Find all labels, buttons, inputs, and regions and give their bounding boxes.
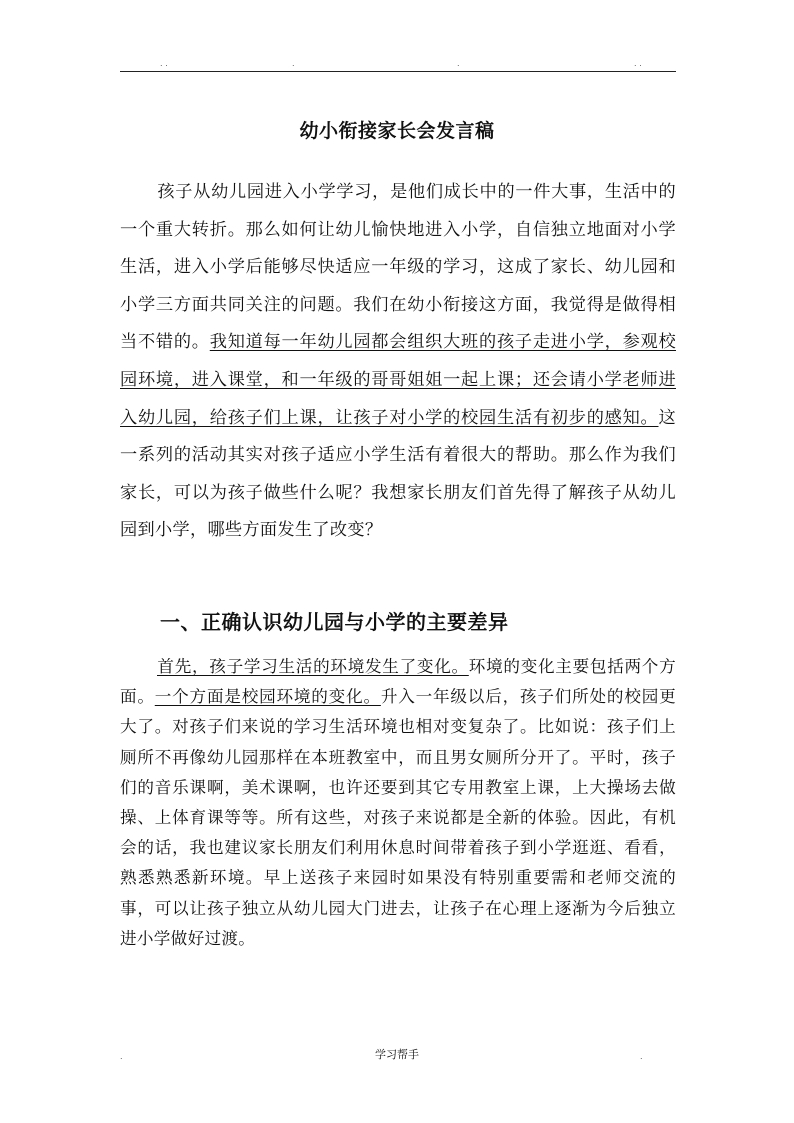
header-mark: .	[292, 59, 295, 68]
header-mark: . .	[634, 59, 642, 68]
intro-text: 孩子从幼儿园进入小学学习，是他们成长中的一件大事，生活中的一个重大转折。那么如何让幼儿愉快地进入小学，自信独立地面对小学生活，进入小学后能够尽快适应一年级的学习，这成了家长、幼儿园和小学三方面共同关注的问题。我们在幼小衔接这方面，我觉得是做得相当不错的。	[120, 182, 676, 353]
intro-underlined-text: 我知道每一年幼儿园都会组织大班的孩子走进小学，参观校园环境，进入课堂，和一年级的哥哥姐姐一起上课；还会请小学老师进入幼儿园，给孩子们上课，让孩子对小学的校园生活有初步的感知。	[120, 332, 676, 428]
footer-mark: .	[120, 1052, 123, 1061]
header-mark: .	[457, 59, 460, 68]
intro-text-continued: 这一系列的活动其实对孩子适应小学生活有着很大的帮助。那么作为我们家长，可以为孩子做些什么呢？我想家长朋友们首先得了解孩子从幼儿园到小学，哪些方面发生了改变？	[120, 407, 676, 541]
footer-mark: .	[640, 1052, 643, 1061]
section-text-continued: 升入一年级以后，孩子们所处的校园更大了。对孩子们来说的学习生活环境也相对变复杂了。比如说：孩子们上厕所不再像幼儿园那样在本班教室中，而且男女厕所分开了。平时，孩子们的音乐课啊，美术课啊，也许还要到其它专用教室上课，上大操场去做操、上体育课等等。所有这些，对孩子来说都是全新的体验。因此，有机会的话，我也建议家长朋友们利用休息时间带着孩子到小学逛逛、看看，熟悉熟悉新环境。早上送孩子来园时如果没有特别重要需和老师交流的事，可以让孩子独立从幼儿园大门进去，让孩子在心理上逐渐为今后独立进小学做好过渡。	[120, 687, 676, 948]
section-underlined-text: 首先，孩子学习生活的环境发生了变化。	[157, 657, 469, 676]
header-mark: . .	[160, 59, 168, 68]
document-title: 幼小衔接家长会发言稿	[299, 120, 495, 142]
section-paragraph	[120, 652, 676, 954]
header-rule	[120, 71, 676, 72]
page-footer: 学习帮手	[375, 1048, 419, 1061]
section-underlined-text-2: 一个方面是校园环境的变化。	[154, 687, 381, 707]
section-heading: 一、正确认识幼儿园与小学的主要差异	[160, 610, 509, 634]
section-text: 环境的变化主要包括两个方面。	[120, 657, 676, 707]
intro-paragraph	[120, 174, 676, 550]
